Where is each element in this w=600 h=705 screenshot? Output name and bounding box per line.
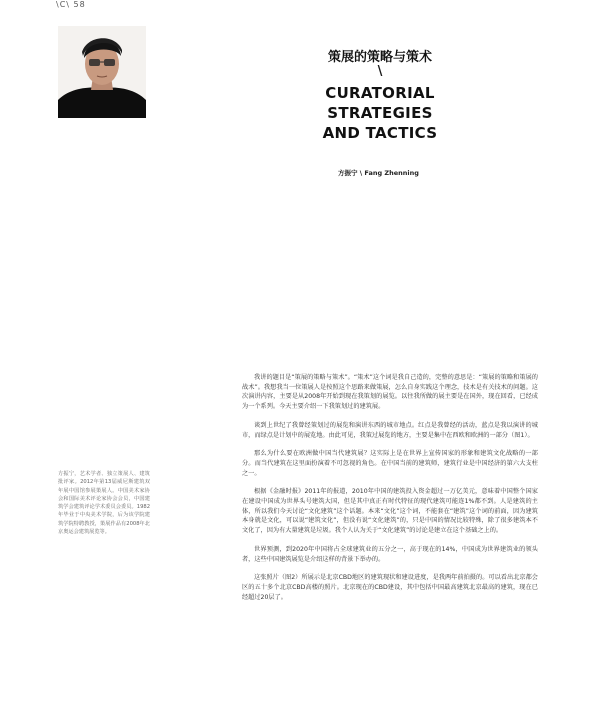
body-paragraph: 这张照片（图2）所展示是北京CBD地区的建筑现状和建设进度，是我两年前拍摄的。可以看出北京都会区的五十多个北京CBD高楼的照片。北京现在的CBD建设，其中包括中国最高建筑北京最高的建筑，现在已经超过20层了。 <box>242 574 538 601</box>
author-byline: 方振宁 \ Fang Zhenning <box>338 169 419 177</box>
body-paragraph: 那么为什么要在欧洲做中国当代建筑展？这实际上是在世界上宣传国家的形象和建筑文化战略的一部分。而当代建筑在这里面扮演着不可忽视的角色。在中国当前的建筑师，建筑行业是中国经济的第六大支柱之一。 <box>242 450 538 477</box>
body-paragraph: 世界预测，到2020年中国将占全球建筑业的五分之一，高于现在的14%，中国成为世界建筑业的领头者，这些中国建筑展览是介绍这样的背景下举办的。 <box>242 545 538 563</box>
title-english-line-2: AND TACTICS <box>322 124 438 142</box>
body-paragraph: 谈到上世纪了我曾经策划过的展览和演讲东西的城市地点。红点是我曾经的活动，蓝点是我以演讲的城市，而绿点是计划中的展览地。由此可见，我策过展览的地方，主要是集中在西欧和欧洲的一部分（图1）。 <box>242 421 538 439</box>
body-paragraph: 我讲的题目是“策展的策略与策术”。“策术”这个词是我自己造的，完整的意思是：“策展的策略和策展的战术”。我想我当一位策展人是按照这个思路来做策展，怎么自身实践这个理念，技术是有关技术的问题。这次演讲内容，主要是从2008年开始到现在我策划的展览。以往我所做的展主要是在国外，现在回看，已经成为一个系列。今天主要介绍一下我策划过的建筑展。 <box>242 374 538 411</box>
title-separator: \ <box>377 64 383 79</box>
title-chinese: 策展的策略与策术 <box>327 50 432 65</box>
article-body <box>242 373 538 611</box>
body-paragraph: 根据《金融时报》2011年的报道，2010年中国的建筑投入资金超过一万亿美元，意味着中国整个国家在建设中国成为世界头号建筑大国，但是其中真正有时代特征的现代建筑可能连1%都不到。人是建筑的主体，所以我们今天讨论“文化建筑”这个话题。本来“文化”这个词，不能套在“建筑”这个词的前面，因为建筑本身就是文化，可以说“建筑文化”，但没有说“文化建筑”的，只是中国的情况比较特殊，除了很多建筑本不文化了，因为有大量建筑是垃圾。我个人认为关于“文化建筑”的讨论是建立在这个基础之上的。 <box>242 488 538 535</box>
page-folio: \C\ 58 <box>56 0 86 9</box>
author-portrait <box>58 26 146 118</box>
title-english <box>270 83 490 143</box>
title-english-line-1: CURATORIAL STRATEGIES <box>325 84 435 122</box>
portrait-photo-icon <box>58 26 146 118</box>
author-bio: 方振宁，艺术学者、独立策展人、建筑批评家。2012年第13届威尼斯建筑双年展中国馆参展策展人。中国美术家协会和国际美术评论家协会会员，中国建筑学会建筑评论学术委员会委员。1982年毕业于中央美术学院，后为该学院建筑学院特聘教授，策展作品有2008年北京奥运会建筑展览等。 <box>58 471 150 536</box>
